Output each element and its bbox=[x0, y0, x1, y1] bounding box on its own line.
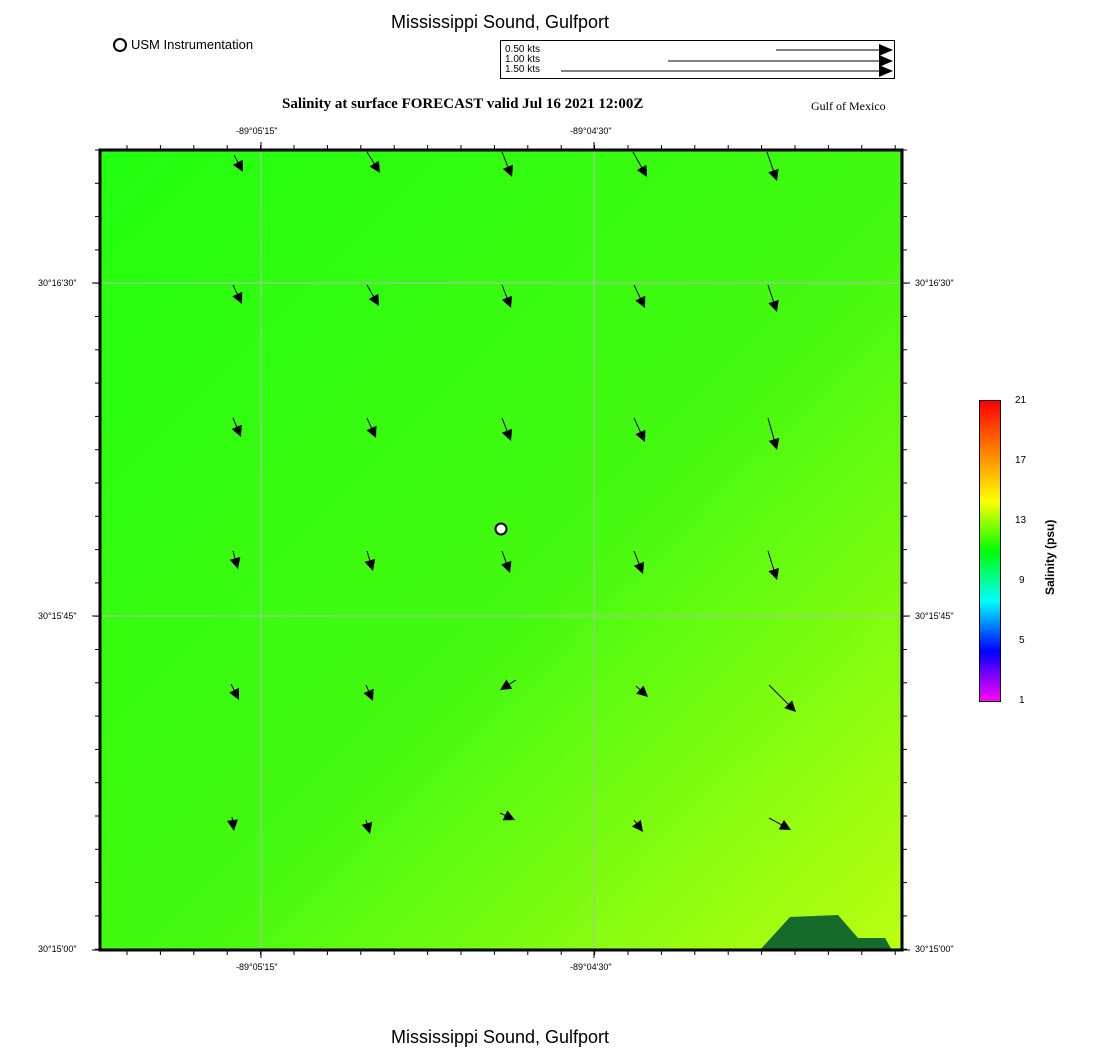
colorbar-tick-21: 21 bbox=[1015, 395, 1027, 406]
lat-tick-left-1: 30°15'45" bbox=[38, 611, 77, 621]
lon-tick-bottom-0: -89°05'15" bbox=[236, 962, 278, 972]
region-label: Gulf of Mexico bbox=[811, 99, 886, 113]
map-title: Mississippi Sound, Gulfport bbox=[390, 12, 610, 32]
colorbar-tick-9: 9 bbox=[1019, 575, 1025, 586]
footer-title: Mississippi Sound, Gulfport bbox=[390, 1027, 610, 1047]
station-legend-label: USM Instrumentation bbox=[131, 37, 254, 52]
usm-station-marker[interactable] bbox=[496, 524, 507, 535]
colorbar-title: Salinity (psu) bbox=[1043, 519, 1057, 595]
map-subtitle: Salinity at surface FORECAST valid Jul 16 2021 12:00Z bbox=[282, 96, 644, 112]
colorbar-tick-13: 13 bbox=[1015, 515, 1027, 526]
scale-label-0: 0.50 kts bbox=[505, 44, 541, 55]
salinity-field bbox=[100, 150, 902, 950]
lat-tick-left-0: 30°16'30" bbox=[38, 278, 77, 288]
scale-label-2: 1.50 kts bbox=[505, 64, 541, 75]
lat-tick-right-1: 30°15'45" bbox=[915, 611, 954, 621]
lon-tick-bottom-1: -89°04'30" bbox=[570, 962, 612, 972]
lat-tick-right-0: 30°16'30" bbox=[915, 278, 954, 288]
scale-label-1: 1.00 kts bbox=[505, 54, 541, 65]
salinity-colorbar bbox=[979, 400, 1001, 702]
colorbar-tick-17: 17 bbox=[1015, 455, 1027, 466]
lat-tick-right-2: 30°15'00" bbox=[915, 944, 954, 954]
lat-tick-left-2: 30°15'00" bbox=[38, 944, 77, 954]
lon-tick-top-1: -89°04'30" bbox=[570, 126, 612, 136]
colorbar-tick-5: 5 bbox=[1019, 635, 1025, 646]
colorbar-tick-1: 1 bbox=[1019, 695, 1025, 706]
lon-tick-top-0: -89°05'15" bbox=[236, 126, 278, 136]
